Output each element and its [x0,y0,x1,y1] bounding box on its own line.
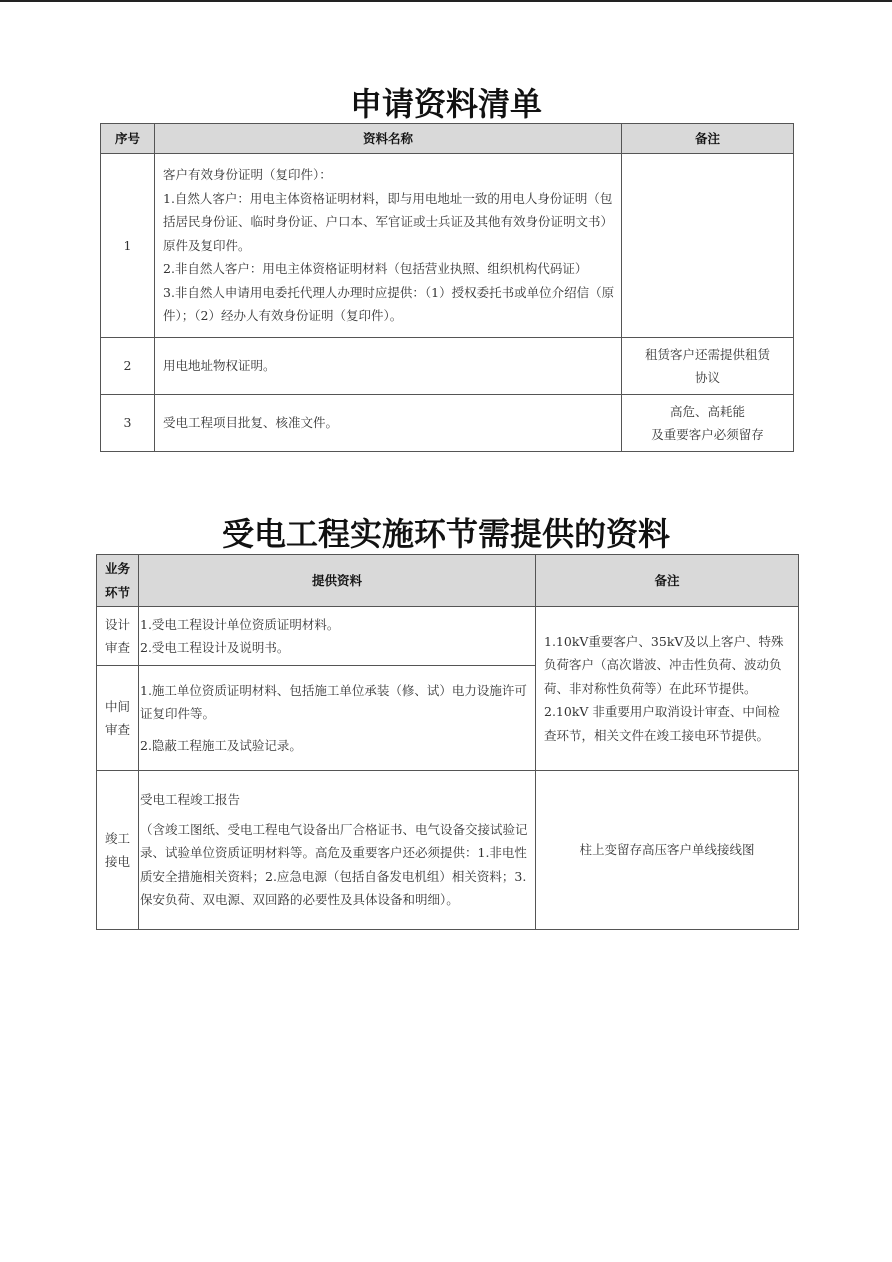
row-materials [139,666,536,771]
remark-line: 及重要客户必须留存 [651,427,764,442]
material-line: 受电工程项目批复、核准文件。 [163,415,339,431]
row-remark [622,338,794,395]
row-materials [155,395,622,452]
material-line: 2.受电工程设计及说明书。 [140,640,290,655]
top-rule [0,0,892,2]
section1-title: 申请资料清单 [349,85,542,123]
material-line: 1.自然人客户：用电主体资格证明材料，即与用电地址一致的用电人身份证明（包括居民身份证、临时身份证、户口本、军官证或士兵证及其他有效身份证明文书）原件及复印件。 [163,190,614,253]
table-header-row [97,555,799,607]
remark-line: 高危、高耗能 [669,403,745,419]
stage-line: 竣工 [104,830,130,846]
material-line: 客户有效身份证明（复印件）： [163,167,332,183]
row-stage [97,607,139,666]
table-row [101,154,794,338]
stage-line: 设计 [104,616,130,632]
header-stage [97,555,139,607]
header-remark: 备注 [622,124,794,154]
material-line: 2.隐蔽工程施工及试验记录。 [140,737,302,753]
header-stage-line: 环节 [104,584,130,600]
material-line: 1.施工单位资质证明材料、包括施工单位承装（修、试）电力设施许可证复印件等。 [140,682,527,722]
header-stage-line: 业务 [104,561,130,576]
material-line: 1.受电工程设计单位资质证明材料。 [140,616,340,632]
material-line: 用电地址物权证明。 [163,358,276,374]
row-stage [97,666,139,771]
remark-line: 协议 [694,370,720,385]
material-line: （含竣工图纸、受电工程电气设备出厂合格证书、电气设备交接试验记录、试验单位资质证明材料等。高危及重要客户还必须提供：1.非电性质安全措施相关资料；2.应急电源（包括自备发电机组）相关资料；3.保安负荷、双电源、双回路的必要性及具体设备和明细）。 [140,821,528,908]
header-remark: 备注 [536,555,799,607]
row-no: 3 [101,395,155,452]
table-header-row [101,124,794,154]
header-name: 资料名称 [155,124,622,154]
shared-remark [536,607,799,771]
remark-line: 2.10kV 非重要用户取消设计审查、中间检查环节，相关文件在竣工接电环节提供。 [544,704,780,743]
row-materials [155,154,622,338]
row-stage [97,771,139,930]
row-materials [139,607,536,666]
application-materials-table [100,123,794,452]
remark-line: 1.10kV重要客户、35kV及以上客户、特殊负荷客户（高次谐波、冲击性负荷、波动负荷、非对称性负荷等）在此环节提供。 [544,633,784,696]
stage-line: 中间 [104,698,130,714]
row-remark: 柱上变留存高压客户单线接线图 [536,771,799,930]
row-materials [155,338,622,395]
table-row [101,395,794,452]
stage-line: 审查 [104,640,130,655]
stage-line: 接电 [104,854,130,869]
row-no: 1 [101,154,155,338]
material-line: 2.非自然人客户：用电主体资格证明材料（包括营业执照、组织机构代码证） [163,261,588,277]
row-materials [139,771,536,930]
section2-title: 受电工程实施环节需提供的资料 [221,515,670,553]
material-line: 3.非自然人申请用电委托代理人办理时应提供：（1）授权委托书或单位介绍信（原件）；（2）经办人有效身份证明（复印件）。 [163,284,615,324]
table-row [101,338,794,395]
row-remark [622,154,794,338]
table-row [97,607,799,666]
row-no: 2 [101,338,155,395]
stage-line: 审查 [104,722,130,737]
header-materials: 提供资料 [139,555,536,607]
material-line: 受电工程竣工报告 [140,792,241,808]
row-remark [622,395,794,452]
remark-line: 租赁客户还需提供租赁 [644,346,770,362]
construction-materials-table [96,554,799,930]
table-row [97,771,799,930]
header-no: 序号 [101,124,155,154]
